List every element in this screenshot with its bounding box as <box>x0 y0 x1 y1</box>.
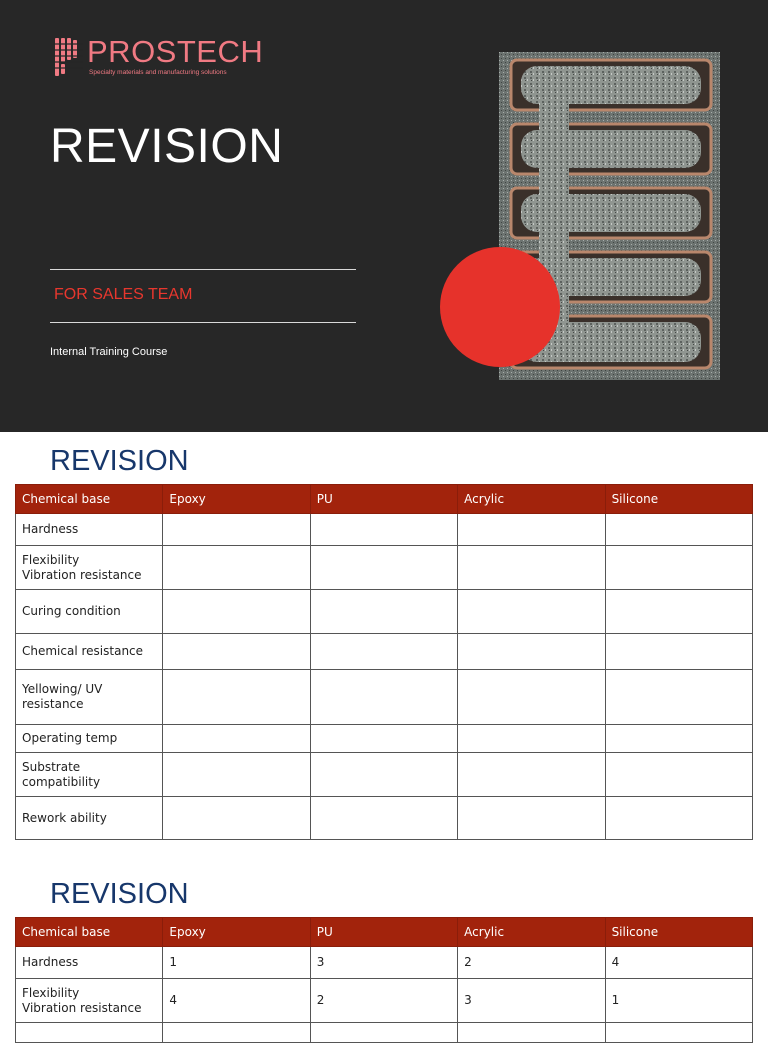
row-label: Substrate compatibility <box>16 753 163 797</box>
revision-table-1 <box>15 484 753 840</box>
table-header-row <box>16 918 753 947</box>
table-cell <box>458 797 605 840</box>
row-label: Yellowing/ UV resistance <box>16 670 163 725</box>
table-cell <box>310 634 457 670</box>
table-cell <box>605 514 752 546</box>
table-cell: 2 <box>310 979 457 1023</box>
table-cell: 4 <box>163 979 310 1023</box>
column-header: Epoxy <box>163 485 310 514</box>
table-row <box>16 947 753 979</box>
table-cell <box>605 634 752 670</box>
table-cell: 3 <box>458 979 605 1023</box>
table-row <box>16 1023 753 1043</box>
table-row <box>16 753 753 797</box>
cover-slide <box>0 0 768 432</box>
course-label: Internal Training Course <box>50 346 168 358</box>
cover-title: REVISION <box>50 120 284 173</box>
table-cell <box>605 546 752 590</box>
table-header-row <box>16 485 753 514</box>
column-header: Silicone <box>605 918 752 947</box>
table-cell <box>458 670 605 725</box>
table-cell <box>310 590 457 634</box>
prostech-logo <box>53 36 283 80</box>
table-cell: 1 <box>605 979 752 1023</box>
column-header: Epoxy <box>163 918 310 947</box>
table-cell <box>310 725 457 753</box>
row-label: Hardness <box>16 947 163 979</box>
column-header: Chemical base <box>16 918 163 947</box>
section-title-1: REVISION <box>50 445 189 477</box>
table-row <box>16 670 753 725</box>
table-cell <box>458 753 605 797</box>
table-cell <box>605 670 752 725</box>
row-label: Flexibility Vibration resistance <box>16 546 163 590</box>
table-cell <box>458 514 605 546</box>
column-header: PU <box>310 918 457 947</box>
brand-tagline: Specialty materials and manufacturing solutions <box>89 69 227 76</box>
table-cell <box>310 1023 457 1043</box>
table-cell <box>163 634 310 670</box>
table-cell <box>163 546 310 590</box>
table-cell: 4 <box>605 947 752 979</box>
section-title-2: REVISION <box>50 878 189 910</box>
table-cell <box>163 514 310 546</box>
row-label: Rework ability <box>16 797 163 840</box>
column-header: PU <box>310 485 457 514</box>
table-cell <box>310 670 457 725</box>
table-cell <box>163 797 310 840</box>
table-cell: 3 <box>310 947 457 979</box>
column-header: Silicone <box>605 485 752 514</box>
table-row <box>16 634 753 670</box>
table-cell <box>605 725 752 753</box>
column-header: Chemical base <box>16 485 163 514</box>
row-label: Hardness <box>16 514 163 546</box>
table-row <box>16 590 753 634</box>
table-cell <box>458 634 605 670</box>
table-cell <box>310 753 457 797</box>
row-label: Curing condition <box>16 590 163 634</box>
table-cell <box>163 725 310 753</box>
table-cell <box>458 725 605 753</box>
table-cell <box>163 590 310 634</box>
divider-bottom <box>50 322 356 323</box>
revision-table-2 <box>15 917 753 1043</box>
table-row <box>16 725 753 753</box>
table-cell <box>163 670 310 725</box>
table-row <box>16 514 753 546</box>
accent-circle <box>440 247 560 367</box>
table-cell: 2 <box>458 947 605 979</box>
cover-subtitle: FOR SALES TEAM <box>54 286 193 303</box>
table-cell <box>163 753 310 797</box>
row-label: Flexibility Vibration resistance <box>16 979 163 1023</box>
table-cell <box>605 797 752 840</box>
brand-name: PROSTECH <box>87 34 264 69</box>
table-cell <box>458 546 605 590</box>
table-cell <box>310 797 457 840</box>
table-cell <box>458 590 605 634</box>
table-cell <box>458 1023 605 1043</box>
divider-top <box>50 269 356 270</box>
table-row <box>16 546 753 590</box>
row-label <box>16 1023 163 1043</box>
table-row <box>16 797 753 840</box>
table-cell: 1 <box>163 947 310 979</box>
row-label: Operating temp <box>16 725 163 753</box>
table-row <box>16 979 753 1023</box>
prostech-logo-icon <box>53 36 83 78</box>
table-cell <box>163 1023 310 1043</box>
column-header: Acrylic <box>458 485 605 514</box>
table-cell <box>605 590 752 634</box>
table-cell <box>310 514 457 546</box>
column-header: Acrylic <box>458 918 605 947</box>
row-label: Chemical resistance <box>16 634 163 670</box>
table-cell <box>605 753 752 797</box>
table-cell <box>310 546 457 590</box>
table-cell <box>605 1023 752 1043</box>
